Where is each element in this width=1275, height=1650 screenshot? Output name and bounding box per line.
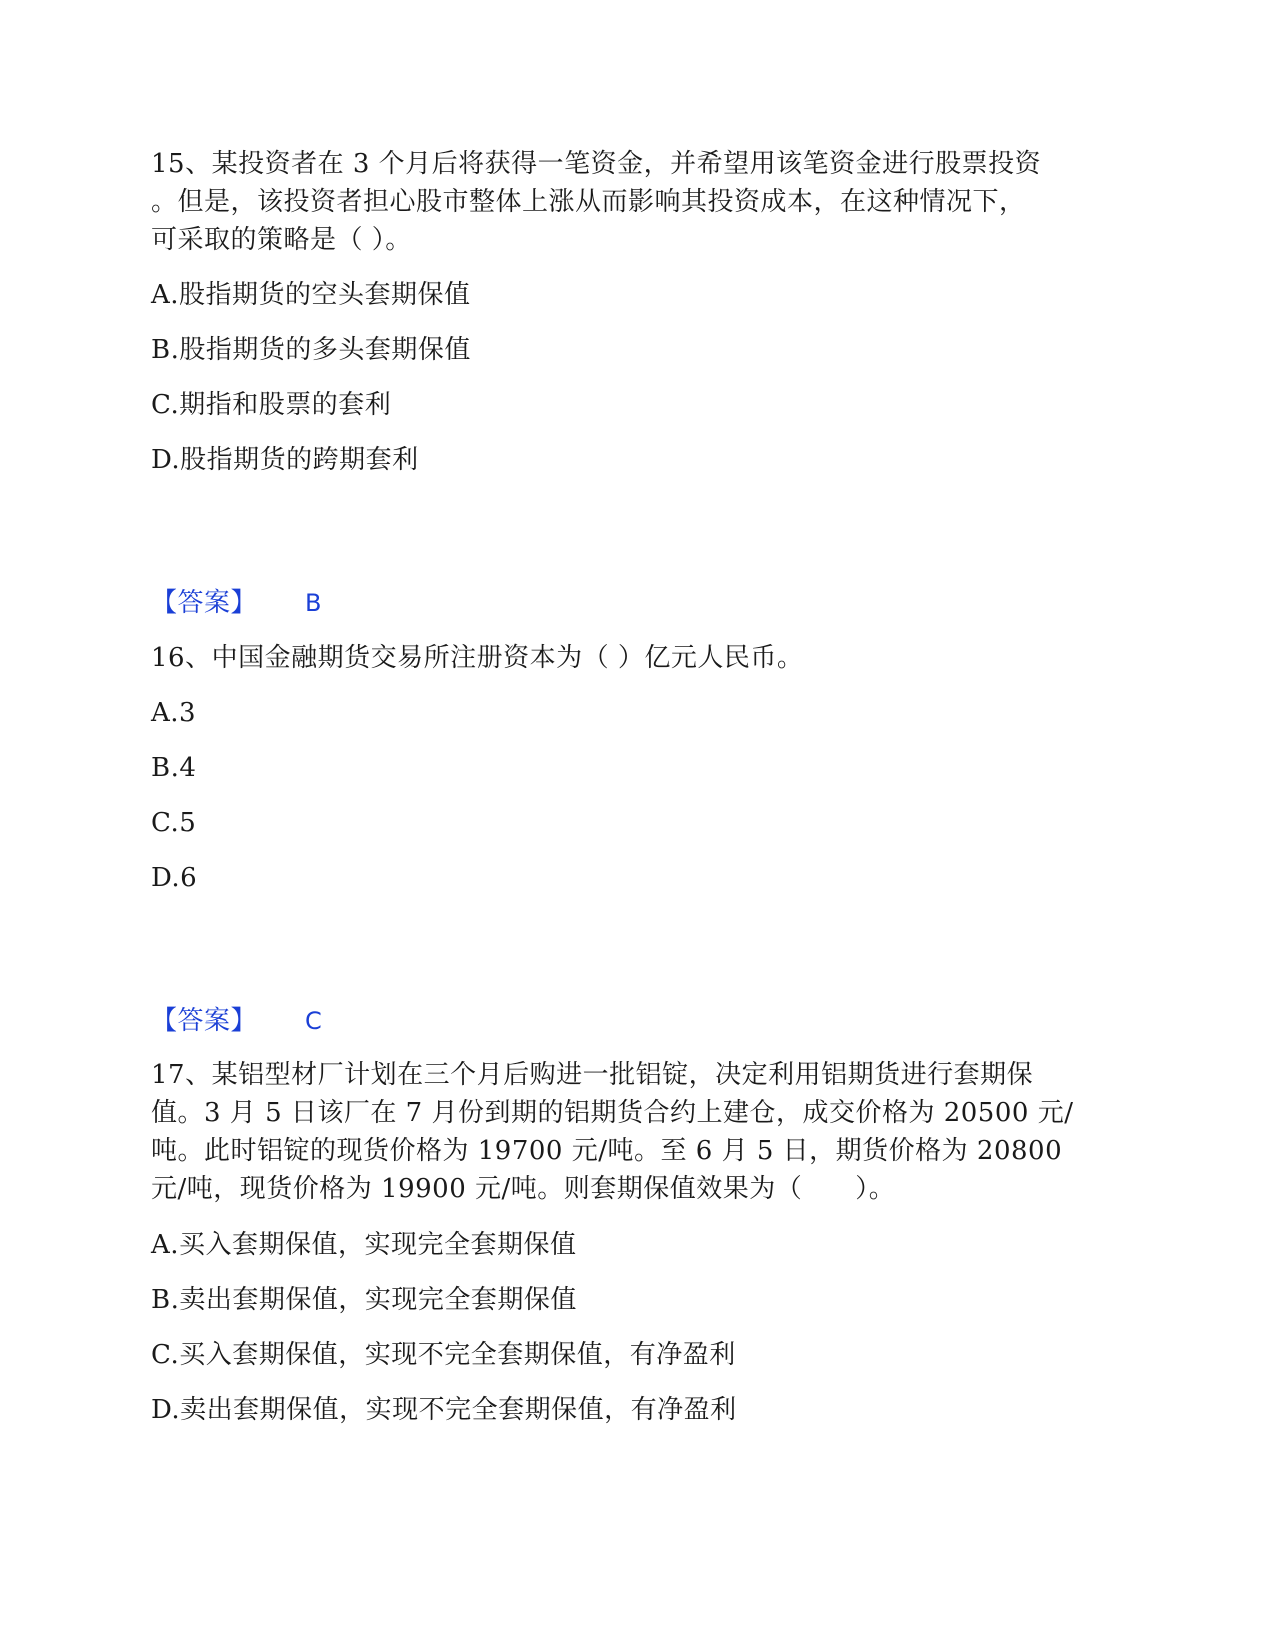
answer-line — [151, 1006, 322, 1036]
answer-value: B — [305, 589, 322, 617]
option-a: A.买入套期保值，实现完全套期保值 — [151, 1230, 577, 1260]
option-d: D.卖出套期保值，实现不完全套期保值，有净盈利 — [151, 1395, 737, 1425]
question-stem: 15、某投资者在 3 个月后将获得一笔资金，并希望用该笔资金进行股票投资 — [151, 149, 1042, 179]
question-stem: 值。3 月 5 日该厂在 7 月份到期的铝期货合约上建仓，成交价格为 20500 元/ — [151, 1098, 1074, 1128]
answer-label: 【答案】 — [151, 588, 258, 618]
answer-label: 【答案】 — [151, 1006, 258, 1036]
option-a: A.3 — [151, 698, 197, 728]
option-d: D.6 — [151, 863, 198, 893]
question-stem: 可采取的策略是（ ）。 — [151, 225, 412, 255]
question-stem: 16、中国金融期货交易所注册资本为（ ）亿元人民币。 — [151, 643, 804, 673]
option-b: B.股指期货的多头套期保值 — [151, 335, 471, 365]
option-c: C.买入套期保值，实现不完全套期保值，有净盈利 — [151, 1340, 736, 1370]
option-a: A.股指期货的空头套期保值 — [151, 280, 471, 310]
answer-line — [151, 588, 322, 618]
question-stem: 吨。此时铝锭的现货价格为 19700 元/吨。至 6 月 5 日，期货价格为 20800 — [151, 1136, 1063, 1166]
option-d: D.股指期货的跨期套利 — [151, 445, 419, 475]
option-c: C.期指和股票的套利 — [151, 390, 392, 420]
option-b: B.4 — [151, 753, 197, 783]
option-b: B.卖出套期保值，实现完全套期保值 — [151, 1285, 577, 1315]
option-c: C.5 — [151, 808, 197, 838]
question-stem: 17、某铝型材厂计划在三个月后购进一批铝锭，决定利用铝期货进行套期保 — [151, 1060, 1034, 1090]
answer-value: C — [305, 1007, 323, 1035]
question-stem: 。但是，该投资者担心股市整体上涨从而影响其投资成本，在这种情况下， — [151, 187, 1026, 217]
question-stem: 元/吨，现货价格为 19900 元/吨。则套期保值效果为（ ）。 — [151, 1174, 896, 1204]
